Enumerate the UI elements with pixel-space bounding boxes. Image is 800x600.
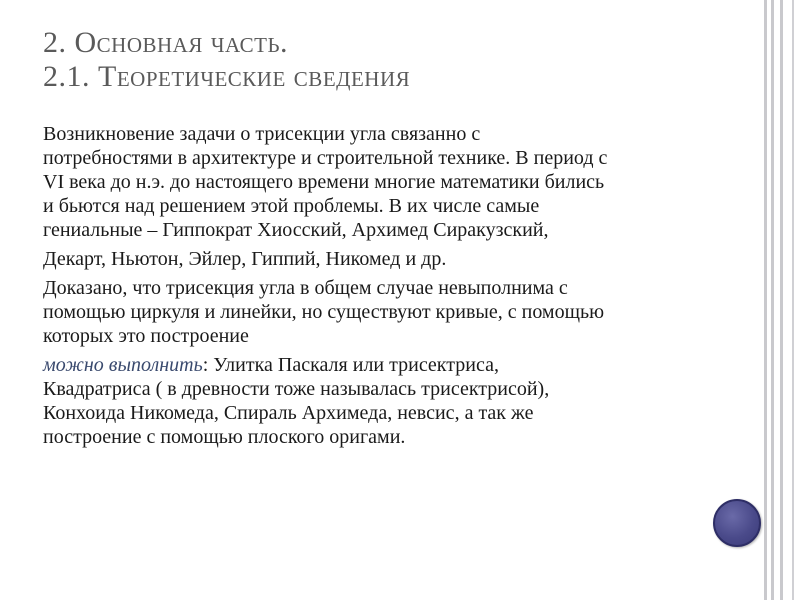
text-line: построение с помощью плоского оригами. bbox=[43, 426, 406, 448]
text-line: потребностями в архитектуре и строительной технике. В период с bbox=[43, 147, 608, 169]
italic-lead: можно выполнить bbox=[43, 354, 203, 376]
slide-body bbox=[43, 122, 763, 454]
text-line: VI века до н.э. до настоящего времени многие математики бились bbox=[43, 171, 605, 193]
text-line: помощью циркуля и линейки, но существуют кривые, с помощью bbox=[43, 301, 605, 323]
paragraph-origin bbox=[43, 122, 763, 242]
decorative-rule bbox=[771, 0, 774, 600]
text-line: Конхоида Никомеда, Спираль Архимеда, невсис, а так же bbox=[43, 402, 534, 424]
text-line: Квадратриса ( в древности тоже называлась трисектрисой), bbox=[43, 378, 550, 400]
text-line: Возникновение задачи о трисекции угла связанно с bbox=[43, 123, 481, 145]
text-line: : Улитка Паскаля или трисектриса, bbox=[202, 354, 499, 376]
text-line: Доказано, что трисекция угла в общем случае невыполнима с bbox=[43, 277, 568, 299]
decorative-rule bbox=[764, 0, 767, 600]
slide-title bbox=[43, 26, 743, 94]
circle-decoration-icon bbox=[713, 499, 761, 547]
decorative-rule bbox=[780, 0, 783, 600]
title-line-1: 2. Основная часть. bbox=[43, 26, 289, 59]
text-line: Декарт, Ньютон, Эйлер, Гиппий, Никомед и др. bbox=[43, 248, 447, 270]
paragraph-names bbox=[43, 247, 763, 271]
text-line: гениальные – Гиппократ Хиосский, Архимед Сиракузский, bbox=[43, 219, 549, 241]
title-line-2: 2.1. Теоретические сведения bbox=[43, 60, 411, 93]
text-line: которых это построение bbox=[43, 325, 249, 347]
paragraph-curves bbox=[43, 353, 763, 449]
paragraph-proof bbox=[43, 276, 763, 348]
decorative-rule bbox=[792, 0, 794, 600]
text-line: и бьются над решением этой проблемы. В их числе самые bbox=[43, 195, 540, 217]
